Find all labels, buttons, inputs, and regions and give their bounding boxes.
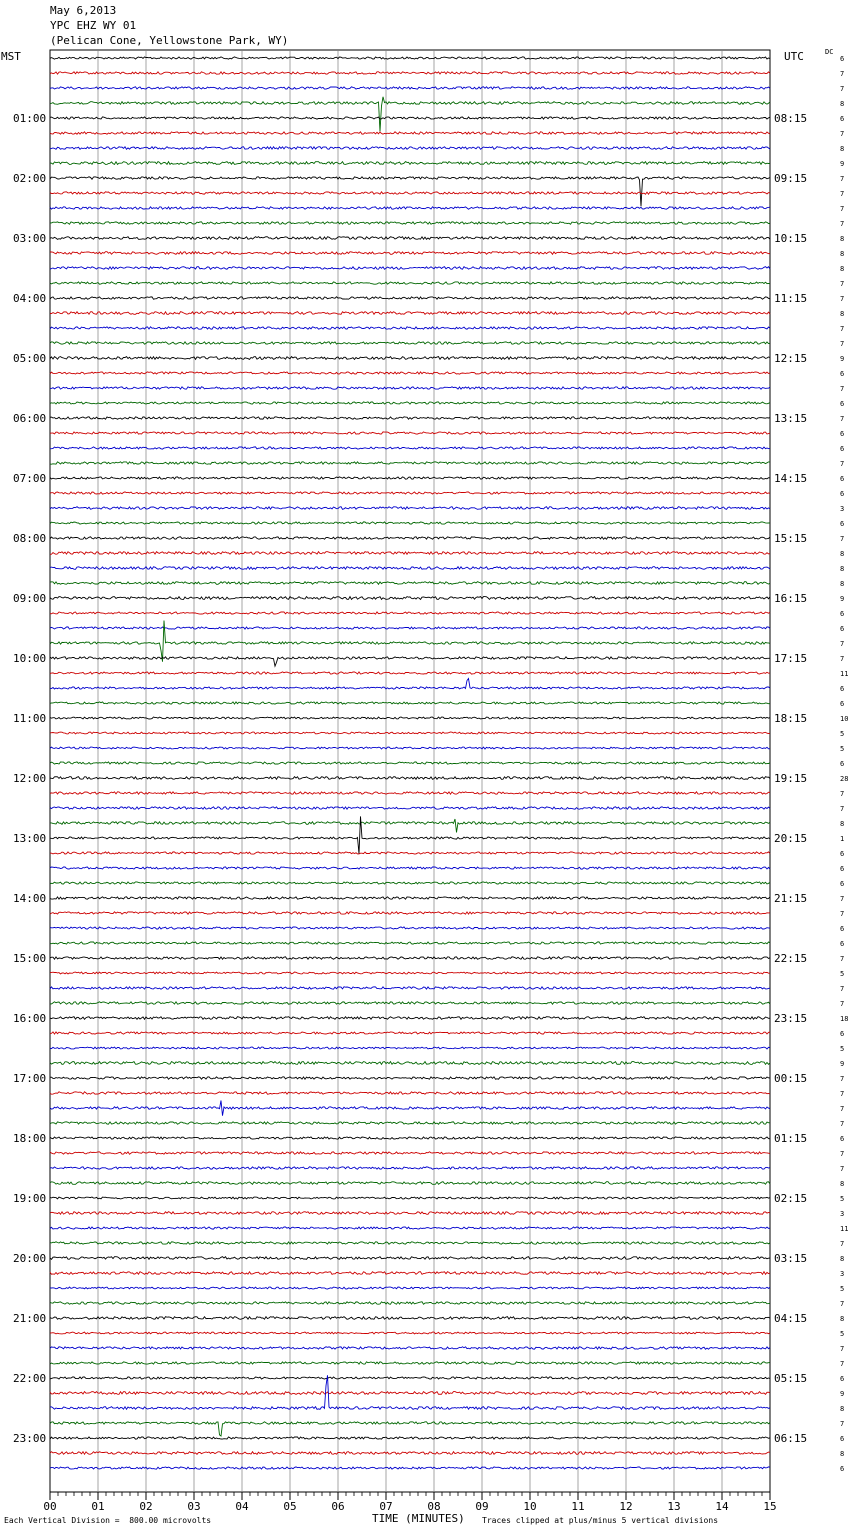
dc-offset-label: 8 — [840, 100, 845, 108]
hour-label-right: 01:15 — [774, 1132, 808, 1145]
seismic-trace — [50, 1122, 770, 1124]
hour-label-right: 17:15 — [774, 652, 808, 665]
dc-offset-label: 7 — [840, 85, 845, 93]
dc-offset-label: 6 — [840, 1030, 845, 1038]
dc-offset-label: 7 — [840, 1090, 845, 1098]
seismic-trace — [50, 432, 770, 434]
seismic-trace — [50, 97, 770, 132]
hour-label-left: 19:00 — [13, 1192, 47, 1205]
hour-label-left: 21:00 — [13, 1312, 47, 1325]
dc-offset-label: 6 — [840, 475, 845, 483]
seismic-trace — [50, 852, 770, 854]
dc-offset-label: 6 — [840, 400, 845, 408]
hour-label-right: 16:15 — [774, 592, 808, 605]
dc-offset-label: 9 — [840, 595, 845, 603]
dc-offset-label: 7 — [840, 175, 845, 183]
seismic-trace — [50, 1375, 770, 1409]
seismic-trace — [50, 237, 770, 240]
seismic-trace — [50, 327, 770, 329]
hour-label-left: 12:00 — [13, 772, 47, 785]
seismic-trace — [50, 1137, 770, 1139]
seismic-trace — [50, 1317, 770, 1320]
x-tick-label: 03 — [187, 1500, 201, 1513]
seismic-trace — [50, 1227, 770, 1229]
seismic-trace — [50, 312, 770, 315]
dc-offset-label: 6 — [840, 55, 845, 63]
dc-offset-label: 8 — [840, 580, 845, 588]
dc-offset-label: 5 — [840, 1330, 845, 1338]
dc-offset-label: 7 — [840, 1150, 845, 1158]
dc-offset-label: 5 — [840, 1045, 845, 1053]
dc-offset-label: 28 — [840, 775, 849, 783]
seismic-trace — [50, 132, 770, 134]
seismic-trace — [50, 147, 770, 150]
x-tick-label: 04 — [235, 1500, 249, 1513]
scale-note: Each Vertical Division = 800.00 microvolts — [4, 1516, 212, 1525]
seismic-trace — [50, 1437, 770, 1439]
dc-offset-label: 6 — [840, 115, 845, 123]
seismic-trace — [50, 582, 770, 585]
hour-label-left: 01:00 — [13, 112, 47, 125]
seismic-trace — [50, 1092, 770, 1094]
hour-label-left: 08:00 — [13, 532, 47, 545]
seismic-trace — [50, 717, 770, 719]
plot-frame — [50, 50, 770, 1492]
seismic-trace — [50, 972, 770, 974]
dc-offset-label: 8 — [840, 1450, 845, 1458]
seismic-trace — [50, 87, 770, 89]
seismic-trace — [50, 267, 770, 270]
seismic-trace — [50, 1257, 770, 1260]
seismic-trace — [50, 192, 770, 194]
seismic-trace — [50, 1377, 770, 1379]
dc-offset-label: 7 — [840, 295, 845, 303]
hour-label-right: 08:15 — [774, 112, 808, 125]
hour-label-left: 15:00 — [13, 952, 47, 965]
hour-label-left: 16:00 — [13, 1012, 47, 1025]
seismic-trace — [50, 1002, 770, 1004]
dc-offset-label: 6 — [840, 760, 845, 768]
seismic-trace — [50, 882, 770, 884]
hour-label-left: 14:00 — [13, 892, 47, 905]
seismic-trace — [50, 447, 770, 449]
seismic-trace — [50, 387, 770, 389]
seismic-trace — [50, 552, 770, 555]
seismic-trace — [50, 297, 770, 299]
seismic-trace — [50, 957, 770, 959]
hour-label-right: 03:15 — [774, 1252, 808, 1265]
x-tick-label: 00 — [43, 1500, 57, 1513]
seismic-trace — [50, 942, 770, 944]
seismic-trace — [50, 492, 770, 494]
clip-note: Traces clipped at plus/minus 5 vertical divisions — [482, 1516, 719, 1525]
dc-offset-label: 7 — [840, 325, 845, 333]
seismic-trace — [50, 537, 770, 539]
hour-label-left: 20:00 — [13, 1252, 47, 1265]
seismic-trace — [50, 597, 770, 600]
seismic-trace — [50, 897, 770, 899]
dc-offset-label: 7 — [840, 1300, 845, 1308]
dc-offset-label: 1 — [840, 835, 845, 843]
dc-offset-label: 8 — [840, 235, 845, 243]
dc-offset-label: 6 — [840, 490, 845, 498]
dc-offset-label: 11 — [840, 670, 849, 678]
dc-offset-label: 8 — [840, 1255, 845, 1263]
dc-offset-label: 7 — [840, 415, 845, 423]
dc-offset-label: 8 — [840, 265, 845, 273]
x-tick-label: 06 — [331, 1500, 345, 1513]
dc-offset-label: 5 — [840, 745, 845, 753]
dc-offset-label: 7 — [840, 220, 845, 228]
seismic-trace — [50, 679, 770, 690]
hour-label-right: 09:15 — [774, 172, 808, 185]
dc-offset-label: 7 — [840, 1120, 845, 1128]
dc-offset-label: 3 — [840, 1270, 845, 1278]
seismic-trace — [50, 807, 770, 809]
dc-offset-label: 7 — [840, 1165, 845, 1173]
seismic-trace — [50, 867, 770, 869]
dc-offset-label: 7 — [840, 130, 845, 138]
dc-offset-label: 6 — [840, 925, 845, 933]
seismic-trace — [50, 57, 770, 59]
dc-offset-label: 8 — [840, 1405, 845, 1413]
dc-offset-label: 7 — [840, 1075, 845, 1083]
hour-label-left: 10:00 — [13, 652, 47, 665]
seismic-trace — [50, 1287, 770, 1289]
seismic-trace — [50, 1062, 770, 1065]
hour-label-right: 23:15 — [774, 1012, 808, 1025]
station-id: YPC EHZ WY 01 — [50, 19, 137, 32]
dc-offset-label: 6 — [840, 610, 845, 618]
seismic-trace — [50, 72, 770, 74]
seismic-trace — [50, 1032, 770, 1034]
hour-label-right: 10:15 — [774, 232, 808, 245]
dc-offset-label: 7 — [840, 1105, 845, 1113]
dc-offset-label: 10 — [840, 715, 849, 723]
seismic-trace — [50, 1017, 770, 1020]
seismic-trace — [50, 747, 770, 749]
dc-offset-label: 6 — [840, 700, 845, 708]
dc-offset-label: 6 — [840, 520, 845, 528]
hour-label-right: 22:15 — [774, 952, 808, 965]
seismic-trace — [50, 762, 770, 764]
dc-offset-label: 7 — [840, 340, 845, 348]
seismic-trace — [50, 777, 770, 780]
x-tick-label: 05 — [283, 1500, 297, 1513]
hour-label-left: 23:00 — [13, 1432, 47, 1445]
dc-offset-label: 7 — [840, 1420, 845, 1428]
hour-label-left: 04:00 — [13, 292, 47, 305]
dc-offset-label: 8 — [840, 250, 845, 258]
dc-offset-label: 7 — [840, 460, 845, 468]
x-tick-label: 07 — [379, 1500, 393, 1513]
dc-offset-label: 6 — [840, 1135, 845, 1143]
left-timezone-label: MST — [1, 50, 21, 63]
seismic-trace — [50, 657, 770, 666]
dc-offset-label: 9 — [840, 1060, 845, 1068]
plot-date: May 6,2013 — [50, 4, 117, 17]
x-tick-label: 09 — [475, 1500, 489, 1513]
right-timezone-label: UTC — [784, 50, 804, 63]
seismic-trace — [50, 1212, 770, 1215]
dc-offset-label: 3 — [840, 505, 845, 513]
seismic-trace — [50, 342, 770, 344]
x-tick-label: 11 — [571, 1500, 585, 1513]
dc-offset-label: 8 — [840, 550, 845, 558]
seismic-trace — [50, 792, 770, 794]
dc-offset-label: 6 — [840, 1465, 845, 1473]
seismic-trace — [50, 702, 770, 704]
dc-offset-label: 6 — [840, 940, 845, 948]
seismic-trace — [50, 987, 770, 989]
hour-label-left: 17:00 — [13, 1072, 47, 1085]
dc-offset-label: 6 — [840, 370, 845, 378]
seismic-trace — [50, 1452, 770, 1455]
dc-offset-label: 7 — [840, 985, 845, 993]
dc-offset-label: 7 — [840, 1360, 845, 1368]
dc-offset-label: 7 — [840, 385, 845, 393]
hour-label-right: 15:15 — [774, 532, 808, 545]
seismic-trace — [50, 162, 770, 165]
hour-label-left: 03:00 — [13, 232, 47, 245]
dc-column-label: DC — [825, 48, 834, 56]
seismic-trace — [50, 252, 770, 255]
seismic-trace — [50, 1362, 770, 1364]
hour-label-right: 18:15 — [774, 712, 808, 725]
dc-offset-label: 5 — [840, 1195, 845, 1203]
seismic-trace — [50, 612, 770, 614]
dc-offset-label: 11 — [840, 1225, 849, 1233]
dc-offset-label: 7 — [840, 70, 845, 78]
seismic-trace — [50, 1467, 770, 1469]
dc-offset-label: 6 — [840, 430, 845, 438]
x-tick-label: 12 — [619, 1500, 633, 1513]
dc-offset-label: 9 — [840, 160, 845, 168]
hour-label-right: 21:15 — [774, 892, 808, 905]
dc-offset-label: 5 — [840, 730, 845, 738]
hour-label-right: 12:15 — [774, 352, 808, 365]
seismic-trace — [50, 1077, 770, 1079]
dc-offset-label: 3 — [840, 1210, 845, 1218]
seismic-trace — [50, 522, 770, 524]
seismic-trace — [50, 1152, 770, 1154]
hour-label-left: 18:00 — [13, 1132, 47, 1145]
seismic-trace — [50, 627, 770, 629]
hour-label-right: 11:15 — [774, 292, 808, 305]
hour-label-left: 02:00 — [13, 172, 47, 185]
seismic-trace — [50, 1242, 770, 1244]
hour-label-left: 11:00 — [13, 712, 47, 725]
seismic-trace — [50, 927, 770, 929]
dc-offset-label: 6 — [840, 445, 845, 453]
seismic-trace — [50, 1182, 770, 1185]
x-tick-label: 02 — [139, 1500, 153, 1513]
hour-label-right: 02:15 — [774, 1192, 808, 1205]
x-tick-label: 13 — [667, 1500, 681, 1513]
seismic-trace — [50, 621, 770, 662]
seismic-trace — [50, 1047, 770, 1049]
x-tick-label: 10 — [523, 1500, 537, 1513]
dc-offset-label: 8 — [840, 145, 845, 153]
dc-offset-label: 7 — [840, 640, 845, 648]
seismic-trace — [50, 372, 770, 374]
hour-label-left: 13:00 — [13, 832, 47, 845]
dc-offset-label: 8 — [840, 820, 845, 828]
seismic-trace — [50, 1347, 770, 1349]
dc-offset-label: 7 — [840, 535, 845, 543]
dc-offset-label: 8 — [840, 310, 845, 318]
hour-label-left: 07:00 — [13, 472, 47, 485]
seismic-trace — [50, 819, 770, 832]
dc-offset-label: 18 — [840, 1015, 849, 1023]
seismic-trace — [50, 912, 770, 914]
x-tick-label: 14 — [715, 1500, 729, 1513]
station-location: (Pelican Cone, Yellowstone Park, WY) — [50, 34, 289, 47]
dc-offset-label: 7 — [840, 190, 845, 198]
seismic-trace — [50, 1422, 770, 1436]
seismic-trace — [50, 222, 770, 224]
dc-offset-label: 6 — [840, 850, 845, 858]
x-tick-label: 15 — [763, 1500, 777, 1513]
hour-label-left: 22:00 — [13, 1372, 47, 1385]
dc-offset-label: 6 — [840, 865, 845, 873]
hour-label-right: 14:15 — [774, 472, 808, 485]
dc-offset-label: 7 — [840, 1345, 845, 1353]
hour-label-right: 00:15 — [774, 1072, 808, 1085]
dc-offset-label: 7 — [840, 280, 845, 288]
dc-offset-label: 7 — [840, 205, 845, 213]
hour-label-right: 05:15 — [774, 1372, 808, 1385]
seismic-trace — [50, 732, 770, 734]
seismic-trace — [50, 477, 770, 479]
seismic-trace — [50, 417, 770, 419]
dc-offset-label: 7 — [840, 805, 845, 813]
hour-label-left: 09:00 — [13, 592, 47, 605]
seismic-trace — [50, 1167, 770, 1169]
dc-offset-label: 6 — [840, 880, 845, 888]
seismic-trace — [50, 507, 770, 510]
dc-offset-label: 5 — [840, 1285, 845, 1293]
seismic-trace — [50, 1332, 770, 1334]
seismic-trace — [50, 207, 770, 209]
dc-offset-label: 7 — [840, 1240, 845, 1248]
dc-offset-label: 6 — [840, 685, 845, 693]
seismic-trace — [50, 1302, 770, 1304]
hour-label-right: 19:15 — [774, 772, 808, 785]
dc-offset-label: 7 — [840, 955, 845, 963]
dc-offset-label: 8 — [840, 1315, 845, 1323]
dc-offset-label: 6 — [840, 625, 845, 633]
dc-offset-label: 9 — [840, 1390, 845, 1398]
x-tick-label: 01 — [91, 1500, 105, 1513]
dc-offset-label: 9 — [840, 355, 845, 363]
hour-label-right: 20:15 — [774, 832, 808, 845]
hour-label-right: 13:15 — [774, 412, 808, 425]
seismic-trace — [50, 672, 770, 674]
hour-label-right: 04:15 — [774, 1312, 808, 1325]
seismic-trace — [50, 1392, 770, 1395]
seismic-trace — [50, 1272, 770, 1275]
x-axis-label: TIME (MINUTES) — [372, 1512, 465, 1525]
seismic-trace — [50, 402, 770, 404]
dc-offset-label: 8 — [840, 565, 845, 573]
hour-label-left: 06:00 — [13, 412, 47, 425]
hour-label-left: 05:00 — [13, 352, 47, 365]
dc-offset-label: 5 — [840, 970, 845, 978]
seismic-trace — [50, 117, 770, 119]
dc-offset-label: 7 — [840, 1000, 845, 1008]
dc-offset-label: 8 — [840, 1180, 845, 1188]
seismic-trace — [50, 282, 770, 284]
dc-offset-label: 7 — [840, 910, 845, 918]
seismic-trace — [50, 567, 770, 570]
seismic-trace — [50, 357, 770, 360]
dc-offset-label: 7 — [840, 895, 845, 903]
seismic-trace — [50, 1101, 770, 1116]
x-tick-label: 08 — [427, 1500, 441, 1513]
seismic-trace — [50, 462, 770, 464]
dc-offset-label: 7 — [840, 790, 845, 798]
seismic-trace — [50, 816, 770, 854]
dc-offset-label: 6 — [840, 1435, 845, 1443]
seismic-trace — [50, 1197, 770, 1199]
dc-offset-label: 6 — [840, 1375, 845, 1383]
dc-offset-label: 7 — [840, 655, 845, 663]
hour-label-right: 06:15 — [774, 1432, 808, 1445]
